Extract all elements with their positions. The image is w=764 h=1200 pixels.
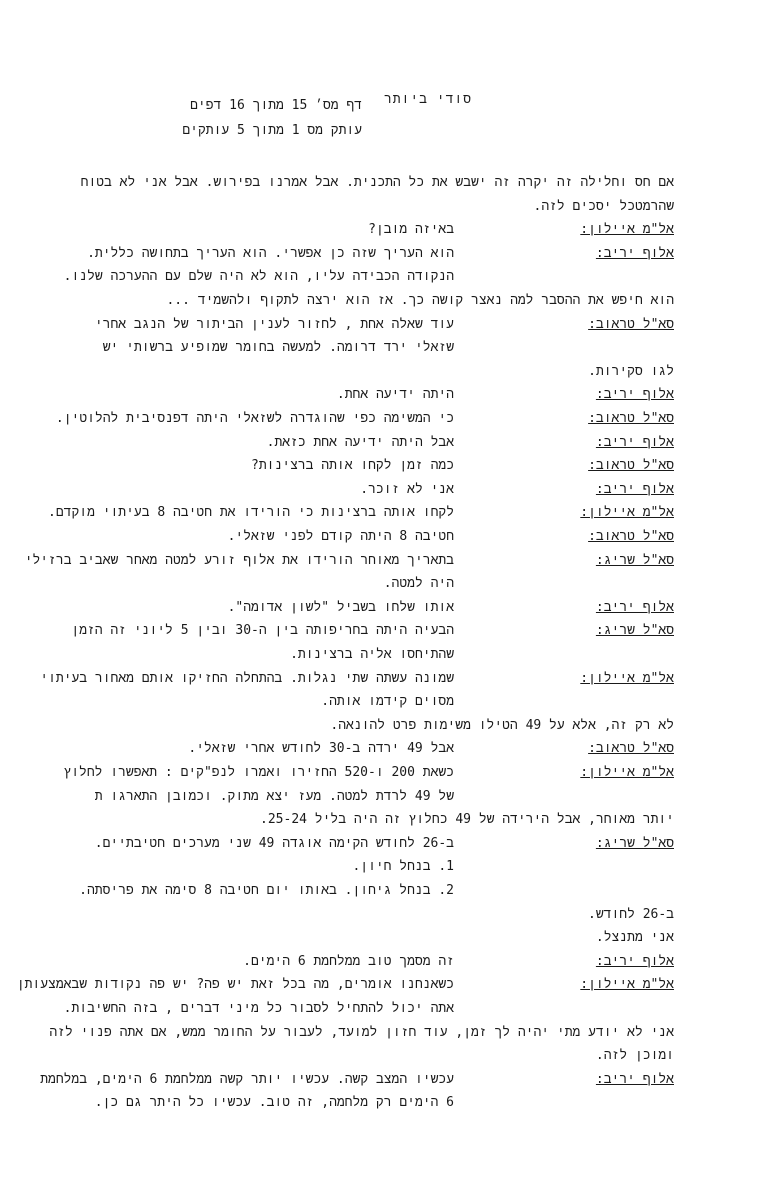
speech-line: כשאנחנו אומרים, מה בכל זאת יש פה? יש פה נקודות שבאמצעותן xyxy=(16,977,454,993)
speech-line: 6 הימים רק מלחמה, זה טוב. עכשיו כל היתר גם כן. xyxy=(94,1095,454,1111)
speaker-label: אל"מ איילון: xyxy=(580,505,674,521)
speech-line: אני לא זוכר. xyxy=(360,481,454,497)
speaker-label: סא"ל טראוב: xyxy=(588,411,674,426)
speech-line: חטיבה 8 היתה קודם לפני שזאלי. xyxy=(227,529,454,544)
speech-line: 2. בנחל גיחון. באותו יום חטיבה 8 סימה את פריסתה. xyxy=(79,883,454,898)
speaker-label: אלוף יריב: xyxy=(595,481,674,497)
copy-number-line xyxy=(182,123,362,138)
speech-line: של 49 לרדת למטה. מעז יצא מתוק. וכמובן התארגו ת xyxy=(94,788,454,804)
page-line-text: דף מס׳ 15 מתוך 16 דפים xyxy=(190,98,362,113)
speaker-label: אל"מ איילון: xyxy=(580,222,674,238)
speech-line: שמונה עשתה שתי נגלות. בהתחלה החזיקו אותם מאחור בעיתוי xyxy=(40,670,454,686)
speech-line: 1. בנחל חיון. xyxy=(352,859,454,875)
speaker-label: אלוף יריב: xyxy=(595,953,674,969)
speaker-label: אל"מ איילון: xyxy=(580,670,674,686)
speech-line: עוד שאלה אחת , לחזור לענין הביתור של הנגב אחרי xyxy=(94,316,454,332)
speech-line: עכשיו המצב קשה. עכשיו יותר קשה ממלחמת 6 הימים, במלחמת xyxy=(40,1071,454,1087)
speech-line: כי המשימה כפי שהוגדרה לשזאלי היתה דפנסיבית להלוטין. xyxy=(55,411,454,426)
paragraph-line: אני מתנצל. xyxy=(595,930,674,946)
speech-line: לקחו אותה ברצינות כי הורידו את חטיבה 8 בעיתוי מוקדם. xyxy=(48,505,454,521)
speaker-label: אל"מ איילון: xyxy=(580,977,674,993)
speech-line: מסוים קידמו אותה. xyxy=(321,694,454,710)
speaker-label: אל"מ איילון: xyxy=(580,765,674,780)
speaker-label: סא"ל טראוב: xyxy=(588,529,674,544)
speech-line: אתה יכול להתחיל לסבור כל מיני דברים , בזה החשיבות. xyxy=(63,1001,454,1016)
paragraph-line: הוא חיפש את ההסבר למה נאצר קושה כך. אז הוא ירצה לתקוף ולהשמיד ... xyxy=(166,293,674,308)
speaker-label: אלוף יריב: xyxy=(595,434,674,450)
speaker-label: סא"ל שריג: xyxy=(595,623,674,639)
paragraph-line: לא רק זה, אלא על 49 הטילו משימות פרט להונאה. xyxy=(330,717,674,733)
copy-line-text: עותק מס 1 מתוך 5 עותקים xyxy=(182,123,362,138)
speech-line: כשאת 200 ו-520 החזירו ואמרו לנפ"קים : תאפשרו לחלוץ xyxy=(63,765,454,780)
speaker-label: אלוף יריב: xyxy=(595,387,674,403)
speech-line: כמה זמן לקחו אותה ברצינות? xyxy=(251,458,454,474)
page-number-line xyxy=(190,98,362,113)
classification-label: סודי ביותר xyxy=(383,92,472,107)
paragraph-line: שהרמטכל יסכים לזה. xyxy=(533,198,674,214)
speech-line: אבל היתה ידיעה אחת כזאת. xyxy=(266,434,454,450)
paragraph-line: יותר מאוחר, אבל הירידה של 49 כחלוץ זה היה בליל 25-24. xyxy=(260,812,674,828)
speaker-label: סא"ל טראוב: xyxy=(588,316,674,332)
paragraph-line: אם חס וחלילה זה יקרה זה ישבש את כל התכנית. אבל אמרנו בפירוש. אבל אני לא בטוח xyxy=(80,175,674,190)
speech-line: אבל 49 ירדה ב-30 לחודש אחרי שזאלי. xyxy=(188,741,454,757)
speech-line: בתאריך מאוחר הורידו את אלוף זורע למטה מאחר שאביב ברזילי xyxy=(24,552,454,568)
speech-line: היתה ידיעה אחת. xyxy=(336,387,454,403)
speaker-label: סא"ל טראוב: xyxy=(588,741,674,757)
speaker-label: אלוף יריב: xyxy=(595,1071,674,1087)
paragraph-line: אני לא יודע מתי יהיה לך זמן, עוד חזון למועד, לעבור על החומר ממש, אם אתה פנוי לזה xyxy=(49,1024,674,1040)
speaker-label: סא"ל טראוב: xyxy=(588,458,674,474)
paragraph-line: לגו סקירות. xyxy=(588,363,674,379)
speech-line: שזאלי ירד דרומה. למעשה בחומר שמופיע ברשותי יש xyxy=(102,340,454,356)
speech-line: זה מסמך טוב ממלחמת 6 הימים. xyxy=(243,953,454,969)
speech-line: ב-26 לחודש הקימה אוגדה 49 שני מערכים חטיבתיים. xyxy=(94,835,454,851)
speaker-label: אלוף יריב: xyxy=(595,599,674,615)
speech-line: אותו שלחו בשביל "לשון אדומה". xyxy=(227,599,454,615)
paragraph-line: ומוכן לזה. xyxy=(595,1048,674,1064)
speech-line: הבעיה היתה בחריפותה בין ה-30 ובין 5 ליוני זה הזמן xyxy=(71,623,454,639)
speech-line: באיזה מובן? xyxy=(368,222,454,238)
speech-line: הוא העריך שזה כן אפשרי. הוא העריך בתחושה כללית. xyxy=(87,245,454,261)
speech-line: שהתיחסו אליה ברצינות. xyxy=(290,647,454,662)
speaker-label: אלוף יריב: xyxy=(595,245,674,261)
speech-line: הנקודה הכבידה עליו, הוא לא היה שלם עם ההערכה שלנו. xyxy=(63,269,454,285)
speaker-label: סא"ל שריג: xyxy=(595,835,674,851)
paragraph-line: ב-26 לחודש. xyxy=(588,906,674,922)
speaker-label: סא"ל שריג: xyxy=(595,552,674,568)
speech-line: היה למטה. xyxy=(383,576,454,592)
